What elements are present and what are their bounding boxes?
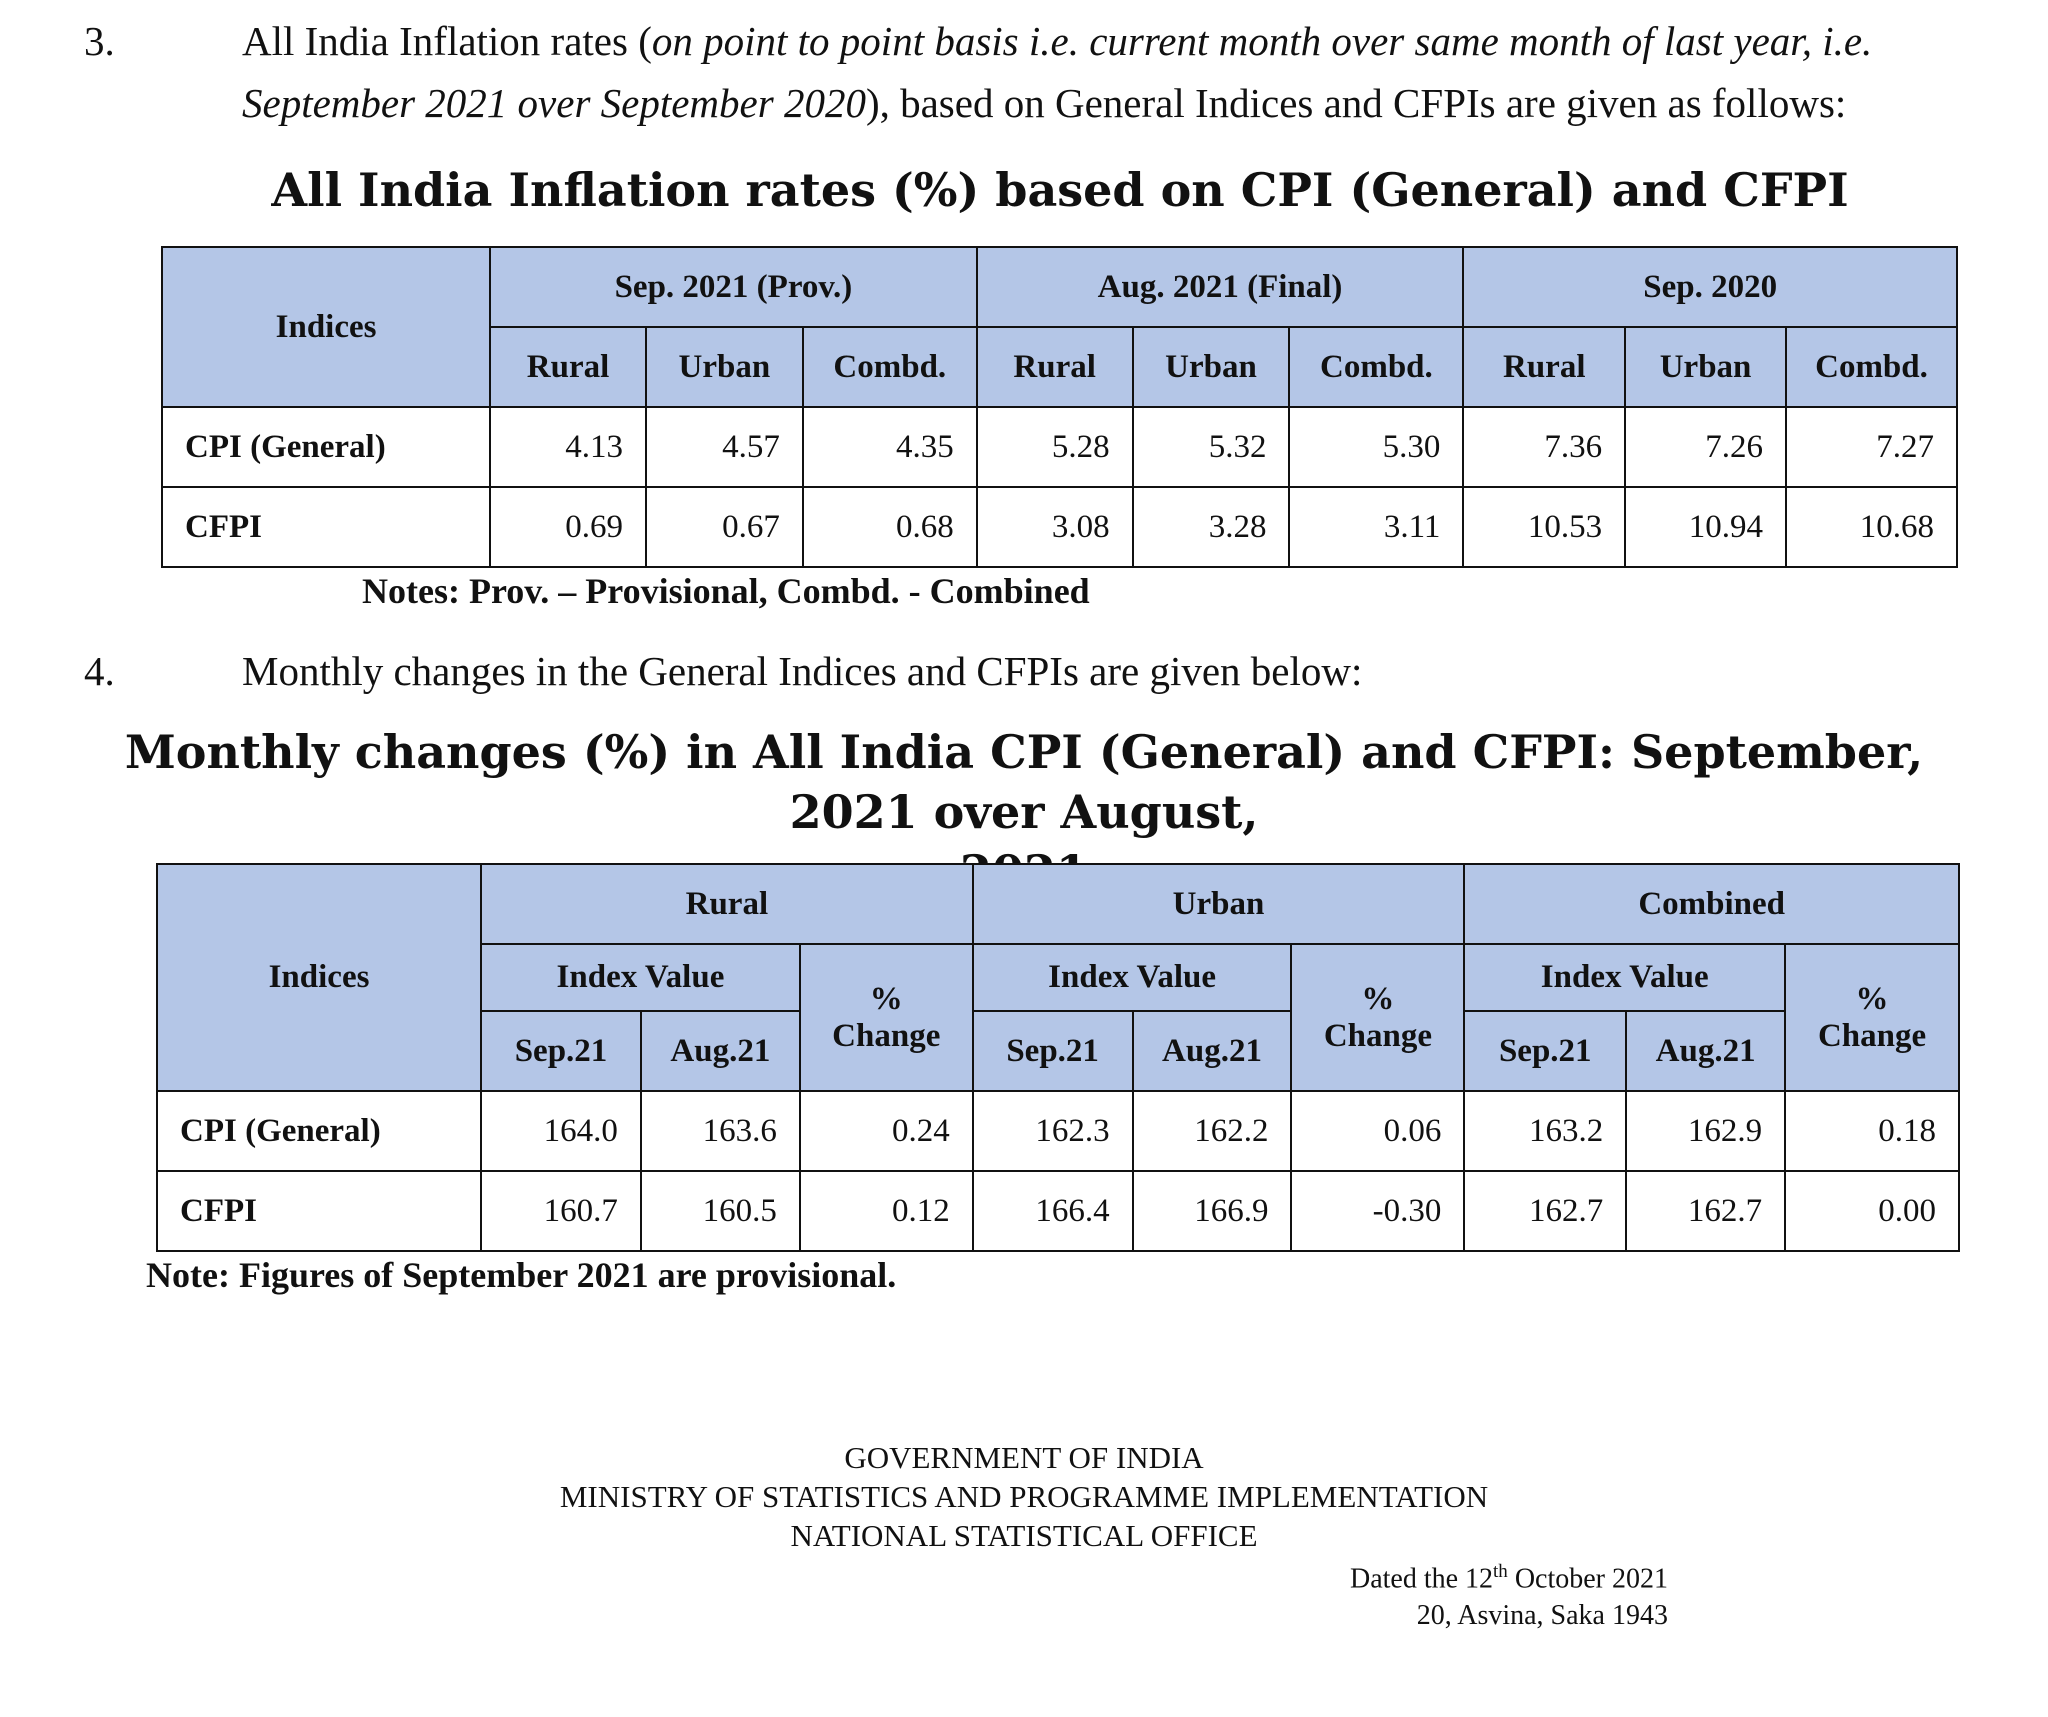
cell: 0.06 — [1291, 1091, 1464, 1171]
cell: 10.94 — [1625, 487, 1786, 567]
subheader: Combd. — [1289, 327, 1463, 407]
pct-symbol: % — [1361, 980, 1395, 1017]
group-header-rural: Rural — [481, 864, 973, 944]
pct-change-header — [1785, 944, 1959, 1091]
group-header-urban: Urban — [973, 864, 1465, 944]
row-label: CFPI — [157, 1171, 481, 1251]
month-header: Aug.21 — [641, 1011, 800, 1091]
cell: 5.32 — [1133, 407, 1290, 487]
footer-office: NATIONAL STATISTICAL OFFICE — [790, 1518, 1258, 1553]
cell: 7.36 — [1463, 407, 1625, 487]
period-header: Aug. 2021 (Final) — [977, 247, 1464, 327]
cell: 162.7 — [1464, 1171, 1626, 1251]
dated-line: Dated the 12th October 2021 — [1349, 1561, 1668, 1595]
month-header: Sep.21 — [481, 1011, 641, 1091]
table-row — [162, 407, 1957, 487]
pct-symbol: % — [1855, 980, 1889, 1017]
period-header: Sep. 2021 (Prov.) — [490, 247, 977, 327]
table-1-title: All India Inflation rates (%) based on CPI (General) and CFPI — [271, 163, 1849, 217]
pct-change-header — [800, 944, 973, 1091]
cell: 162.7 — [1626, 1171, 1785, 1251]
change-label: Change — [1817, 1017, 1927, 1054]
table-2-note: Note: Figures of September 2021 are provisional. — [146, 1255, 897, 1295]
change-label: Change — [1323, 1017, 1432, 1054]
table-1-note: Notes: Prov. – Provisional, Combd. - Combined — [362, 571, 1090, 611]
cell: 3.11 — [1289, 487, 1463, 567]
change-label: Change — [832, 1017, 941, 1054]
subheader: Urban — [1625, 327, 1786, 407]
month-header: Aug.21 — [1626, 1011, 1785, 1091]
cell: 162.9 — [1626, 1091, 1785, 1171]
cell: 0.68 — [803, 487, 977, 567]
month-header: Aug.21 — [1133, 1011, 1292, 1091]
section-3-text-suffix: ), based on General Indices and CFPIs are given as follows: — [865, 80, 1847, 126]
group-header-combined: Combined — [1464, 864, 1959, 944]
section-4-paragraph — [84, 640, 2034, 702]
cell: 0.18 — [1785, 1091, 1959, 1171]
indices-header: Indices — [157, 864, 481, 1091]
cell: 164.0 — [481, 1091, 641, 1171]
section-3-text-italic: on point to point basis i.e. current month over same month of last year, i.e. September 2021 over September 2020 — [242, 18, 1873, 126]
pct-symbol: % — [869, 980, 903, 1017]
cell: 3.28 — [1133, 487, 1290, 567]
cell: 7.26 — [1625, 407, 1786, 487]
subheader: Rural — [1463, 327, 1625, 407]
saka-line: 20, Asvina, Saka 1943 — [1416, 1600, 1668, 1632]
table-row — [157, 1171, 1959, 1251]
section-3-text-prefix: All India Inflation rates ( — [242, 18, 652, 64]
cell: 4.57 — [646, 407, 803, 487]
inflation-rates-table — [161, 246, 1958, 568]
month-header: Sep.21 — [1464, 1011, 1626, 1091]
section-3-paragraph — [84, 10, 2034, 134]
cell: 0.12 — [800, 1171, 973, 1251]
month-header: Sep.21 — [973, 1011, 1133, 1091]
subheader: Combd. — [1786, 327, 1957, 407]
dated-block — [1350, 1553, 1668, 1634]
cell: 166.4 — [973, 1171, 1133, 1251]
index-value-header: Index Value — [973, 944, 1292, 1011]
section-4-number: 4. — [84, 648, 115, 694]
cell: 4.13 — [490, 407, 646, 487]
cell: 10.68 — [1786, 487, 1957, 567]
cell: 5.30 — [1289, 407, 1463, 487]
cell: 163.6 — [641, 1091, 800, 1171]
subheader: Urban — [646, 327, 803, 407]
cell: -0.30 — [1291, 1171, 1464, 1251]
footer-block — [0, 1438, 2048, 1555]
subheader: Combd. — [803, 327, 977, 407]
cell: 5.28 — [977, 407, 1133, 487]
table-row — [157, 1091, 1959, 1171]
cell: 162.2 — [1133, 1091, 1292, 1171]
monthly-changes-table — [156, 863, 1960, 1252]
cell: 7.27 — [1786, 407, 1957, 487]
cell: 0.67 — [646, 487, 803, 567]
cell: 166.9 — [1133, 1171, 1292, 1251]
cell: 0.69 — [490, 487, 646, 567]
cell: 0.00 — [1785, 1171, 1959, 1251]
row-label: CPI (General) — [162, 407, 490, 487]
index-value-header: Index Value — [1464, 944, 1785, 1011]
footer-ministry: MINISTRY OF STATISTICS AND PROGRAMME IMPLEMENTATION — [559, 1479, 1489, 1514]
cell: 10.53 — [1463, 487, 1625, 567]
cell: 0.24 — [800, 1091, 973, 1171]
row-label: CFPI — [162, 487, 490, 567]
cell: 163.2 — [1464, 1091, 1626, 1171]
cell: 160.5 — [641, 1171, 800, 1251]
subheader: Rural — [490, 327, 646, 407]
section-4-text: Monthly changes in the General Indices and CFPIs are given below: — [242, 648, 1363, 694]
pct-change-header — [1291, 944, 1464, 1091]
indices-header: Indices — [162, 247, 490, 407]
period-header: Sep. 2020 — [1463, 247, 1957, 327]
footer-government: GOVERNMENT OF INDIA — [844, 1440, 1204, 1475]
cell: 160.7 — [481, 1171, 641, 1251]
cell: 4.35 — [803, 407, 977, 487]
index-value-header: Index Value — [481, 944, 800, 1011]
table-row — [162, 487, 1957, 567]
table-2-title-line-1: Monthly changes (%) in All India CPI (General) and CFPI: September, 2021 over August, — [124, 725, 1924, 839]
subheader: Rural — [977, 327, 1133, 407]
cell: 162.3 — [973, 1091, 1133, 1171]
section-3-number: 3. — [84, 18, 115, 64]
cell: 3.08 — [977, 487, 1133, 567]
row-label: CPI (General) — [157, 1091, 481, 1171]
subheader: Urban — [1133, 327, 1290, 407]
